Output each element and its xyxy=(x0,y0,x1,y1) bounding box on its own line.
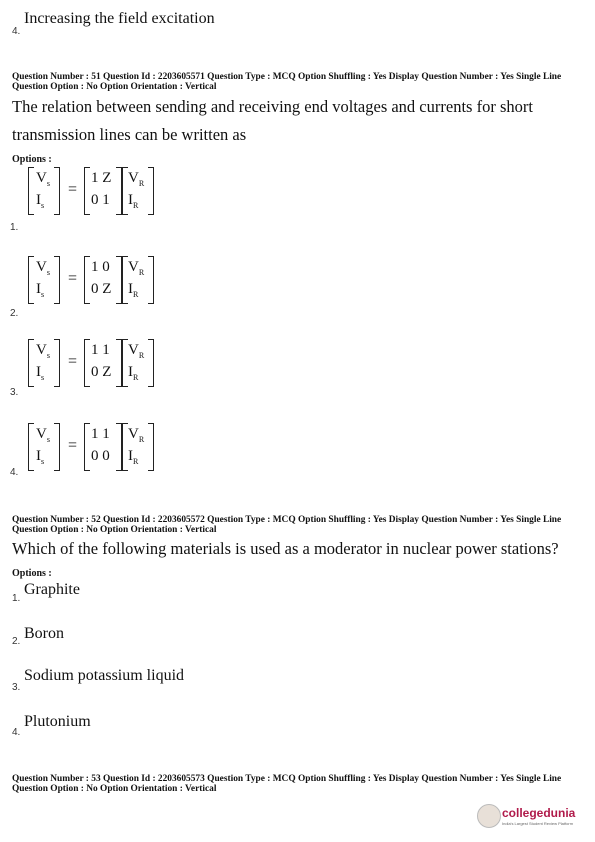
sub-r: R xyxy=(133,201,139,210)
cell-v: V xyxy=(128,342,139,358)
cell-row2: 0 Z xyxy=(91,281,112,297)
matrix-option-4 xyxy=(28,423,208,471)
question-meta: Question Number : 53 Question Id : 2203605573 Question Type : MCQ Option Shuffling : Yes Display Question Number : Yes Single Line Question Option : No Option Orientation : Vertical xyxy=(12,774,562,794)
option-number: 1. xyxy=(10,222,19,233)
matrix-option-1 xyxy=(28,167,208,215)
cell-v: V xyxy=(36,170,47,186)
question-meta: Question Number : 51 Question Id : 2203605571 Question Type : MCQ Option Shuffling : Yes Display Question Number : Yes Single Line Question Option : No Option Orientation : Vertical xyxy=(12,72,562,92)
sub-s: s xyxy=(46,179,50,188)
equals-sign: = xyxy=(68,437,78,454)
options-label: Options : xyxy=(12,568,52,579)
matrix-left xyxy=(28,256,60,304)
matrix-right xyxy=(122,256,154,304)
cell-i: I xyxy=(128,364,133,380)
matrix-left xyxy=(28,339,60,387)
question-text-line2: transmission lines can be written as xyxy=(12,125,247,144)
sub-r: R xyxy=(133,373,139,382)
cell-v: V xyxy=(36,259,47,275)
matrix-middle xyxy=(84,339,122,387)
collegedunia-logo xyxy=(477,802,587,832)
equals-sign: = xyxy=(68,181,78,198)
sub-r: R xyxy=(138,351,145,360)
cell-row2: 0 Z xyxy=(91,364,112,380)
option-text: Plutonium xyxy=(24,713,91,730)
sub-r: R xyxy=(138,268,145,277)
sub-s: s xyxy=(41,373,45,382)
logo-tagline: India's Largest Student Review Platform xyxy=(502,821,574,826)
option-number: 1. xyxy=(12,593,21,604)
option-number: 4. xyxy=(10,467,19,478)
cell-v: V xyxy=(128,259,139,275)
option-number: 2. xyxy=(12,636,21,647)
cell-v: V xyxy=(36,426,47,442)
option-number: 3. xyxy=(10,387,19,398)
matrix-middle xyxy=(84,167,122,215)
cell-i: I xyxy=(128,448,133,464)
options-label: Options : xyxy=(12,154,52,165)
sub-r: R xyxy=(133,457,139,466)
sub-s: s xyxy=(46,351,50,360)
cell-row1: 1 1 xyxy=(91,426,110,442)
cell-i: I xyxy=(36,448,41,464)
cell-row1: 1 1 xyxy=(91,342,110,358)
equals-sign: = xyxy=(68,353,78,370)
cell-row2: 0 1 xyxy=(91,192,110,208)
option-number: 2. xyxy=(10,308,19,319)
cell-i: I xyxy=(128,192,133,208)
option-number: 4. xyxy=(12,727,21,738)
cell-row1: 1 Z xyxy=(91,170,112,186)
sub-s: s xyxy=(41,290,45,299)
option-number: 4. xyxy=(12,26,21,37)
matrix-right xyxy=(122,339,154,387)
mascot-icon xyxy=(477,804,501,828)
cell-v: V xyxy=(128,426,139,442)
matrix-right xyxy=(122,167,154,215)
matrix-left xyxy=(28,423,60,471)
option-number: 3. xyxy=(12,682,21,693)
cell-v: V xyxy=(128,170,139,186)
option-text: Boron xyxy=(24,625,64,642)
option-text: Sodium potassium liquid xyxy=(24,667,185,684)
matrix-left xyxy=(28,167,60,215)
cell-row2: 0 0 xyxy=(91,448,110,464)
cell-row1: 1 0 xyxy=(91,259,110,275)
matrix-middle xyxy=(84,256,122,304)
question-meta: Question Number : 52 Question Id : 2203605572 Question Type : MCQ Option Shuffling : Yes Display Question Number : Yes Single Line Question Option : No Option Orientation : Vertical xyxy=(12,515,562,535)
sub-r: R xyxy=(138,179,145,188)
sub-s: s xyxy=(41,201,45,210)
cell-v: V xyxy=(36,342,47,358)
matrix-middle xyxy=(84,423,122,471)
question-text: Which of the following materials is used as a moderator in nuclear power stations? xyxy=(12,539,559,558)
matrix-option-2 xyxy=(28,256,208,304)
cell-i: I xyxy=(36,281,41,297)
cell-i: I xyxy=(36,364,41,380)
sub-s: s xyxy=(41,457,45,466)
equals-sign: = xyxy=(68,270,78,287)
cell-i: I xyxy=(36,192,41,208)
sub-r: R xyxy=(138,435,145,444)
question-text-line1: The relation between sending and receiving end voltages and currents for short xyxy=(12,97,533,116)
cell-i: I xyxy=(128,281,133,297)
sub-r: R xyxy=(133,290,139,299)
sub-s: s xyxy=(46,435,50,444)
option-text: Increasing the field excitation xyxy=(24,10,215,27)
logo-name: collegedunia xyxy=(502,806,576,820)
matrix-right xyxy=(122,423,154,471)
option-text: Graphite xyxy=(24,581,80,598)
sub-s: s xyxy=(46,268,50,277)
matrix-option-3 xyxy=(28,339,208,387)
